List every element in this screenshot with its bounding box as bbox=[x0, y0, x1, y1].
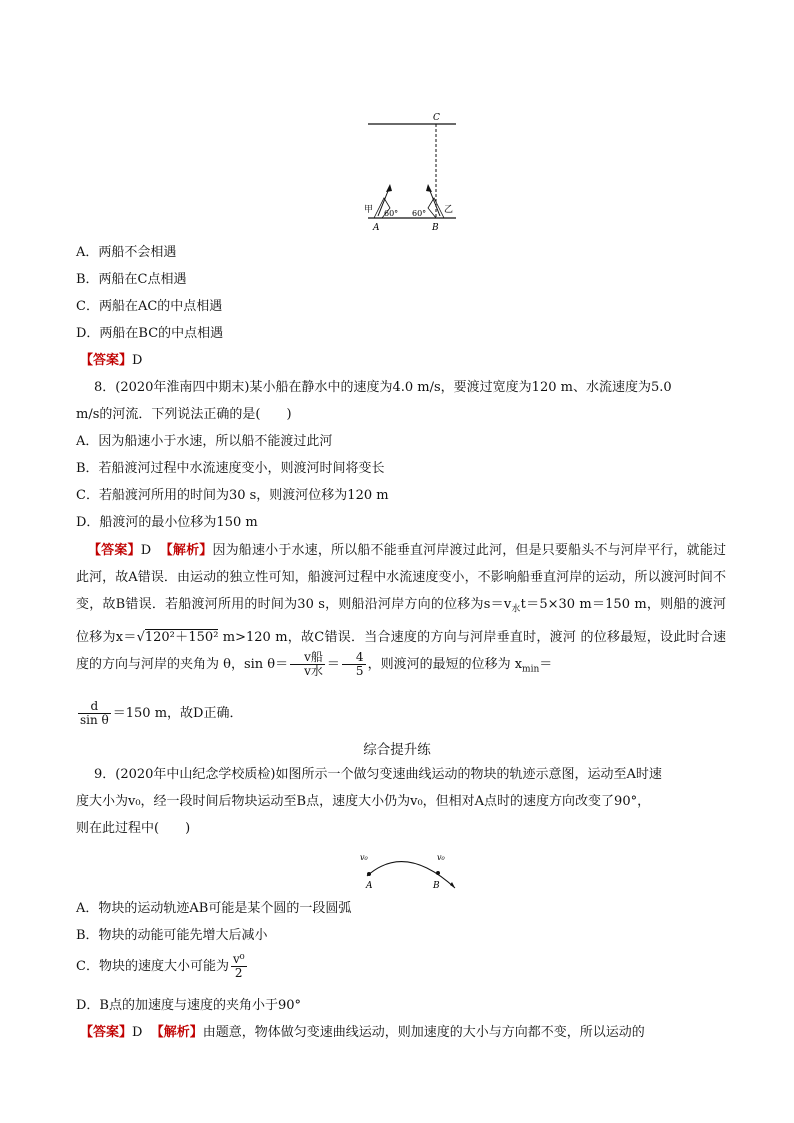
sub-water: 水 bbox=[511, 604, 521, 615]
analysis-text-2: m＝150 m，则船的渡河位移为x＝ bbox=[76, 597, 726, 645]
q8-analysis: 【答案】D 【解析】因为船速小于水速，所以船不能垂直河岸渡过此河，但是只要船头不与河岸平行，就能过此河，故A错误．由运动的独立性可知，船渡河过程中水流速度变小，不影响船垂直河岸的运动，所以渡河时间不变，故B错误．若船渡河所用的时间为30 s，则船沿河岸方向的位移为$s=v_水t=5\times 30$ m＝150 m，则船的渡河位移为x＝√120²＋150² m>120 m，故C错误．当合速度的方向与河岸垂直时，渡河 的位移最短，设此时合速度的方向与河岸的夹角为 θ，sin θ＝ $\frac{\text{v船}}{\text{v水}}$ ＝ $\frac{4}{5}$ ，则渡河的最短的位移为 $x_{min}=$ bbox=[76, 543, 726, 678]
q8-analysis-last bbox=[76, 700, 242, 727]
q9-option-b: B．物块的动能可能先增大后减小 bbox=[76, 928, 268, 943]
q8-option-b: B．若船渡河过程中水流速度变小，则渡河时间将变长 bbox=[76, 461, 385, 476]
river-crossing-figure bbox=[360, 108, 460, 234]
label-c: C bbox=[433, 113, 440, 123]
trajectory-figure bbox=[355, 848, 465, 894]
q7-option-c: C．两船在AC的中点相遇 bbox=[76, 299, 223, 314]
q9-answer bbox=[80, 1024, 645, 1042]
answer-value: D bbox=[140, 543, 152, 558]
fraction-d-sin: $\frac{d}{\text{sin θ}}$ bbox=[80, 699, 109, 727]
analysis-text-2b: m>120 m，故C错误．当合速度的方向与河岸垂直时，渡河 bbox=[218, 629, 577, 645]
boat-right: 乙 bbox=[444, 205, 454, 215]
analysis-text-4: ＝150 m，故D正确． bbox=[112, 706, 243, 721]
q9-option-d: D．B点的加速度与速度的夹角小于90° bbox=[76, 998, 302, 1013]
q8-stem-line1: 8．(2020年淮南四中期末)某小船在静水中的速度为4.0 m/s，要渡过宽度为120 m、水流速度为5.0 bbox=[94, 380, 672, 395]
analysis-text-3: 的位移最短，设此时合速度的方向与河岸的夹角为 θ，sin θ＝ bbox=[76, 629, 726, 672]
analysis-text-1b: t＝5×30 bbox=[520, 597, 576, 612]
analysis-text-3c: ＝ bbox=[539, 656, 553, 672]
q9-option-c: C．物块的速度大小可能为 $\frac{\text{v⁰}}{2}$ bbox=[76, 952, 245, 980]
analysis-text-1: 因为船速小于水速，所以船不能垂直河岸渡过此河，但是只要船头不与河岸平行，就能过此河，故A错误．由运动的独立性可知，船渡河过程中水流速度变小，不影响船垂直河岸的运动，所以渡河时间不变，故B错误．若船渡河所用的时间为30 s，则船沿河岸方向的位移为s＝v bbox=[76, 543, 726, 612]
q7-answer bbox=[80, 352, 142, 370]
angle-right: 60° bbox=[412, 209, 427, 218]
label-a: A bbox=[373, 223, 380, 233]
q7-option-a: A．两船不会相遇 bbox=[76, 245, 177, 260]
q9-stem-line2: 度大小为v₀，经一段时间后物块运动至B点，速度大小仍为v₀，但相对A点时的速度方向改变了90°， bbox=[76, 794, 651, 809]
analysis-tag: 【解析】 bbox=[159, 543, 213, 558]
analysis-text: 由题意，物体做匀变速曲线运动，则加速度的大小与方向都不变，所以运动的 bbox=[202, 1025, 645, 1040]
q9-option-a: A．物块的运动轨迹AB可能是某个圆的一段圆弧 bbox=[76, 901, 352, 916]
q8-option-a: A．因为船速小于水速，所以船不能渡过此河 bbox=[76, 434, 333, 449]
answer-tag: 【答案】 bbox=[80, 1025, 133, 1040]
q9-stem-line1: 9．(2020年中山纪念学校质检)如图所示一个做匀变速曲线运动的物块的轨迹示意图，运动至A时速 bbox=[94, 767, 662, 782]
section-title: 综合提升练 bbox=[363, 742, 431, 758]
point-a: A bbox=[366, 881, 373, 891]
q7-option-d: D．两船在BC的中点相遇 bbox=[76, 326, 224, 341]
sqrt-expression: √120²＋150² bbox=[136, 629, 219, 645]
fraction-four-fifths: $\frac{4}{5}$ bbox=[342, 651, 366, 678]
fraction-v0-half: $\frac{\text{v⁰}}{2}$ bbox=[232, 952, 245, 980]
v0-a: v₀ bbox=[360, 853, 368, 862]
angle-left: 60° bbox=[384, 209, 399, 218]
sub-min: min bbox=[522, 664, 540, 675]
fraction-velocity: $\frac{\text{v船}}{\text{v水}}$ bbox=[290, 651, 325, 678]
answer-value: D bbox=[132, 353, 143, 368]
answer-tag: 【答案】 bbox=[88, 543, 141, 558]
q8-option-d: D．船渡河的最小位移为150 m bbox=[76, 515, 258, 530]
q7-option-b: B．两船在C点相遇 bbox=[76, 272, 187, 287]
q8-option-c: C．若船渡河所用的时间为30 s，则渡河位移为120 m bbox=[76, 488, 389, 503]
q9-stem-line3: 则在此过程中( ) bbox=[76, 821, 191, 836]
answer-value: D bbox=[132, 1025, 143, 1040]
analysis-text-3b: ，则渡河的最短的位移为 x bbox=[367, 656, 523, 672]
q8-stem-line2: m/s的河流．下列说法正确的是( ) bbox=[76, 407, 292, 422]
answer-tag: 【答案】 bbox=[80, 353, 133, 368]
label-b: B bbox=[432, 223, 439, 233]
point-b: B bbox=[433, 881, 440, 891]
boat-left: 甲 bbox=[364, 205, 374, 215]
analysis-tag: 【解析】 bbox=[150, 1025, 203, 1040]
v0-b: v₀ bbox=[437, 853, 445, 862]
